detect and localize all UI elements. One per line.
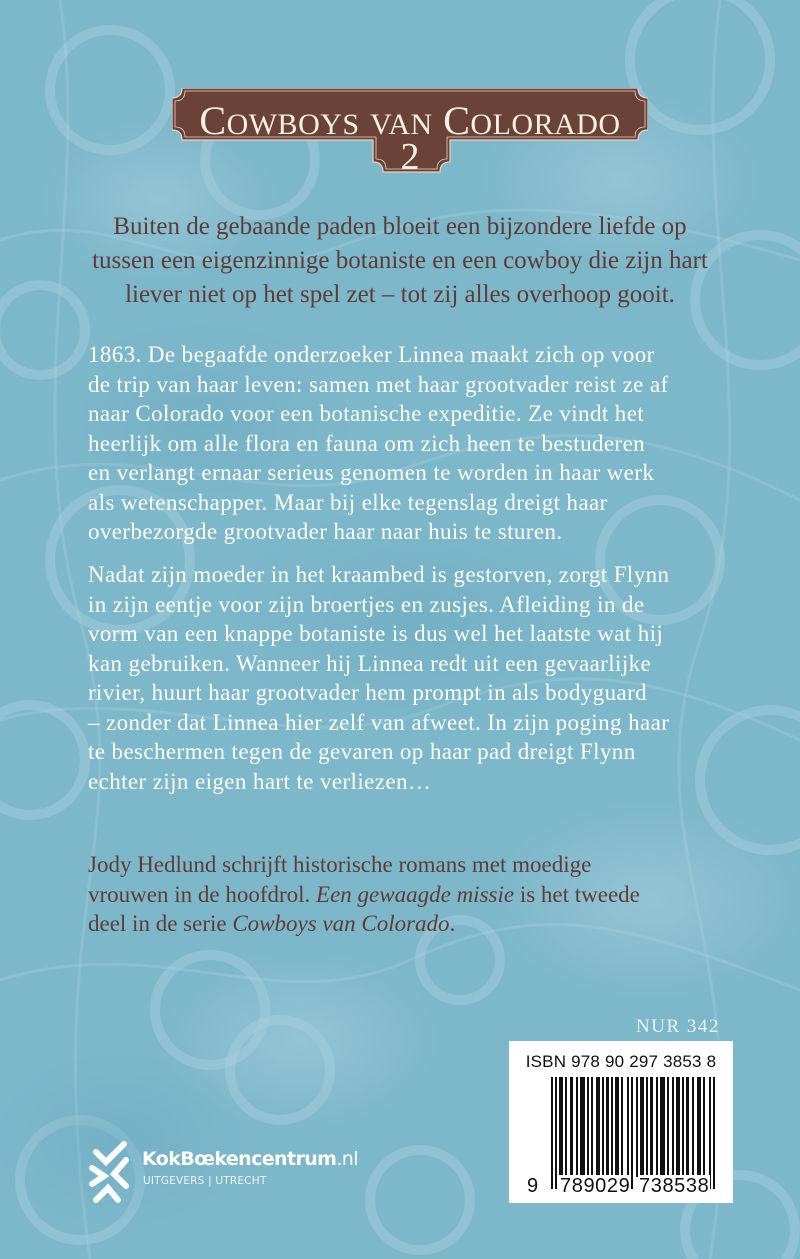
blurb-line: en verlangt ernaar serieus genomen te worden in haar werk <box>88 460 655 485</box>
author-note-line: deel in de serie Cowboys van Colorado. <box>88 911 456 936</box>
isbn-label: ISBN 978 90 297 3853 8 <box>525 1052 717 1071</box>
ean-left-group: 789029 <box>560 1175 631 1197</box>
blurb-line: naar Colorado voor een botanische expeditie. Ze vindt het <box>88 401 645 426</box>
series-banner <box>172 88 648 180</box>
intro-tagline <box>40 210 760 312</box>
blurb-line: – zonder dat Linnea hier zelf van afweet. In zijn poging haar <box>88 709 670 735</box>
series-title: COWBOYS VAN COLORADO <box>199 98 621 143</box>
blurb-line: heerlijk om alle flora en fauna om zich heen te bestuderen <box>88 430 646 456</box>
series-volume-number: 2 <box>400 136 420 178</box>
barcode-icon <box>551 1077 717 1189</box>
blurb-line: rivier, huurt haar grootvader hem prompt in als bodyguard <box>88 680 648 705</box>
blurb-line: kan gebruiken. Wanneer hij Linnea redt uit een gevaarlijke <box>88 650 652 676</box>
book-title: Een gewaagde missie <box>316 881 515 907</box>
blurb-line: 1863. De begaafde onderzoeker Linnea maakt zich op voor <box>88 342 655 367</box>
ean-right-group: 738538 <box>639 1175 710 1197</box>
blurb-line: te beschermen tegen de gevaren op haar pad dreigt Flynn <box>88 739 636 764</box>
intro-line: liever niet op het spel zet – tot zij alles overhoop gooit. <box>125 281 675 308</box>
publisher-name: KokBœkencentrum.nl <box>142 1148 358 1170</box>
blurb-paragraph-2 <box>88 560 768 796</box>
blurb-paragraph-1 <box>88 340 768 547</box>
series-name: Cowboys van Colorado <box>232 911 450 936</box>
isbn-barcode <box>509 1041 733 1203</box>
author-note <box>88 850 768 939</box>
intro-line: Buiten de gebaande paden bloeit een bijzondere liefde op <box>113 213 687 240</box>
author-note-line: Jody Hedlund schrijft historische romans met moedige <box>88 852 592 877</box>
author-note-line: vrouwen in de hoofdrol. Een gewaagde missie is het tweede <box>88 881 640 907</box>
blurb-line: Nadat zijn moeder in het kraambed is gestorven, zorgt Flynn <box>88 562 670 587</box>
ean-first-digit: 9 <box>527 1175 539 1197</box>
blurb-line: de trip van haar leven: samen met haar grootvader reist ze af <box>88 371 669 397</box>
blurb-line: overbezorgde grootvader haar naar huis te sturen. <box>88 519 563 544</box>
blurb-line: in zijn eentje voor zijn broertjes en zusjes. Afleiding in de <box>88 591 645 617</box>
kok-boekencentrum-mark-icon <box>86 1140 136 1206</box>
nur-code: NUR 342 <box>636 1016 720 1037</box>
blurb-line: vorm van een knappe botaniste is dus wel het laatste wat hij <box>88 621 664 646</box>
publisher-subtitle: UITGEVERS | UTRECHT <box>143 1175 267 1187</box>
blurb-line: als wetenschapper. Maar bij elke tegenslag dreigt haar <box>88 489 608 515</box>
intro-line: tussen een eigenzinnige botaniste en een cowboy die zijn hart <box>92 247 708 274</box>
blurb-line: echter zijn eigen hart te verliezen… <box>88 768 432 794</box>
